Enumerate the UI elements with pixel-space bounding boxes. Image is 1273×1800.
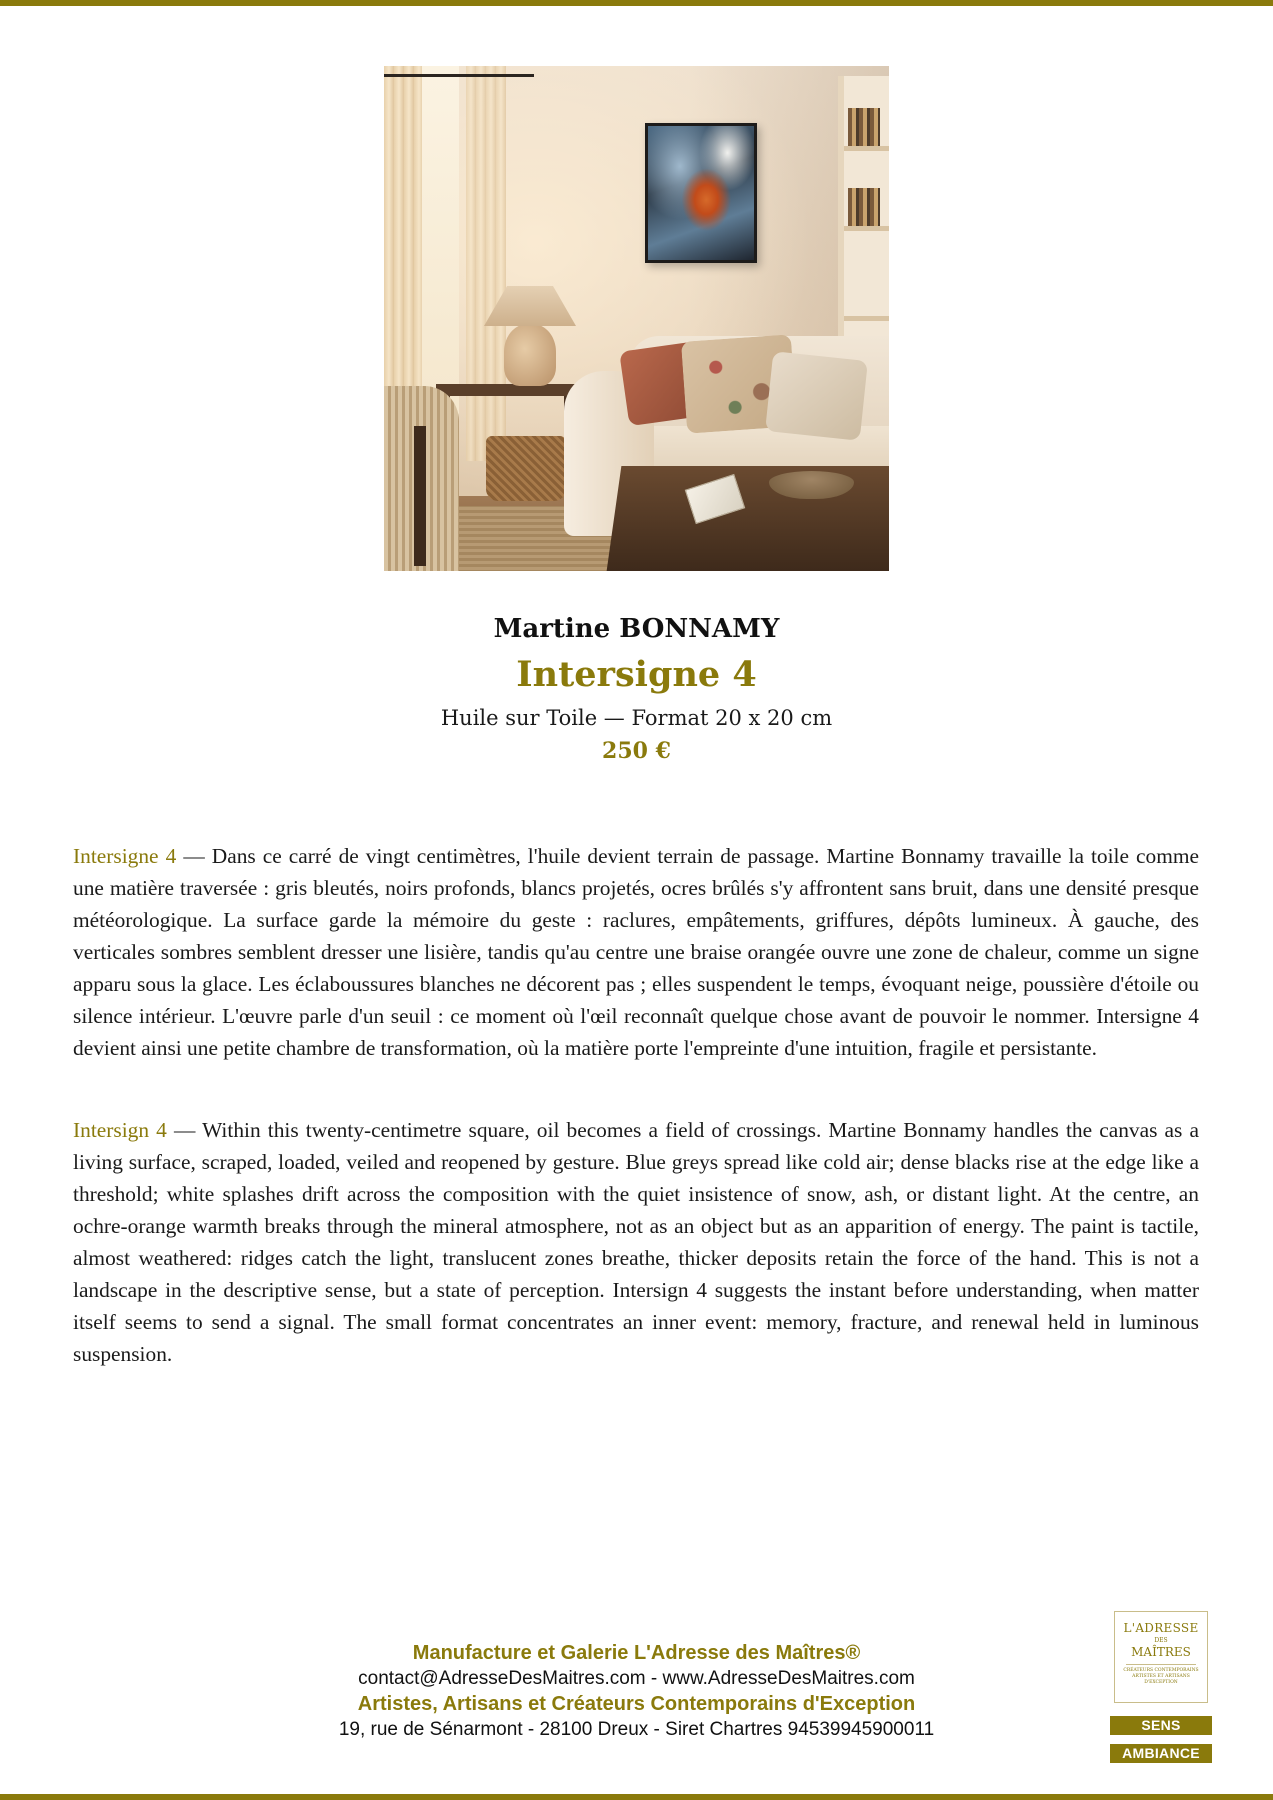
logo-line-3: MAÎTRES bbox=[1131, 1645, 1191, 1659]
footer bbox=[285, 1640, 988, 1742]
gallery-logo bbox=[1114, 1611, 1208, 1703]
footer-tagline: Artistes, Artisans et Créateurs Contemporains d'Exception bbox=[357, 1693, 916, 1715]
top-rule bbox=[0, 0, 1273, 6]
description-french-lead: Intersigne 4 bbox=[73, 844, 177, 868]
logo-line-4: CRÉATEURS CONTEMPORAINS ARTISTES ET ARTISANS D'EXCEPTION bbox=[1123, 1668, 1199, 1685]
lamp-base bbox=[504, 324, 556, 386]
artwork-price: 250 € bbox=[602, 738, 671, 764]
pillow bbox=[765, 351, 868, 440]
bottom-rule bbox=[0, 1794, 1273, 1800]
artwork-title: Intersigne 4 bbox=[516, 654, 757, 695]
footer-address: 19, rue de Sénarmont - 28100 Dreux - Siret Chartres 94539945900011 bbox=[338, 1719, 935, 1740]
footer-contact: contact@AdresseDesMaitres.com - www.AdresseDesMaitres.com bbox=[358, 1668, 915, 1689]
description-english-lead: Intersign 4 bbox=[73, 1118, 167, 1142]
curtain bbox=[466, 66, 506, 461]
logo-line-1: L'ADRESSE bbox=[1123, 1621, 1199, 1635]
logo-divider bbox=[1126, 1664, 1196, 1665]
shelf-books bbox=[848, 108, 880, 146]
artwork-room-photo bbox=[384, 66, 889, 571]
description-french-text: — Dans ce carré de vingt centimètres, l'huile devient terrain de passage. Martine Bonnamy travaille la toile comme une matière traversée : gris bleutés, noirs profonds, blancs projetés, ocres brûlés s'y affrontent sans bruit, dans une densité presque météorologique. La surface garde la mémoire du geste : raclures, empâtements, griffures, dépôts lumineux. À gauche, des verticales sombres semblent dresser une lisière, tandis qu'au centre une braise orangée ouvre une zone de chaleur, comme un signe apparu sous la glace. Les éclaboussures blanches ne décorent pas ; elles suspendent le temps, évoquant neige, poussière d'étoile ou silence intérieur. L'œuvre parle d'un seuil : ce moment où l'œil reconnaît quelque chose avant de pouvoir le nommer. Intersigne 4 devient ainsi une petite chambre de transformation, où la matière porte l'empreinte d'une intuition, fragile et persistante. bbox=[73, 844, 1199, 1060]
sens-badge: SENS bbox=[1110, 1716, 1212, 1735]
footer-gallery-name: Manufacture et Galerie L'Adresse des Maîtres® bbox=[412, 1642, 861, 1664]
shelf-board bbox=[844, 146, 889, 151]
logo-line-2: DES bbox=[1154, 1637, 1168, 1644]
armchair-arm bbox=[414, 426, 426, 566]
abstract-painting bbox=[645, 123, 757, 263]
description-english bbox=[73, 1114, 1199, 1370]
description-english-text: — Within this twenty-centimetre square, oil becomes a field of crossings. Martine Bonnamy handles the canvas as a living surface, scraped, loaded, veiled and reopened by gesture. Blue greys spread like cold air; dense blacks rise at the edge like a threshold; white splashes drift across the composition with the quiet insistence of snow, ash, or distant light. At the centre, an ochre-orange warmth breaks through the mineral atmosphere, not as an object but as an apparition of energy. The paint is tactile, almost weathered: ridges catch the light, translucent zones breathe, thicker deposits retain the force of the hand. This is not a landscape in the descriptive sense, but a state of perception. Intersign 4 suggests the instant before understanding, when matter itself seems to send a signal. The small format concentrates an inner event: memory, fracture, and renewal held in luminous suspension. bbox=[73, 1118, 1199, 1366]
ambiance-badge: AMBIANCE bbox=[1110, 1744, 1212, 1763]
artist-name: Martine BONNAMY bbox=[493, 614, 780, 644]
shelf-board bbox=[844, 226, 889, 231]
side-table bbox=[436, 384, 576, 396]
wicker-basket bbox=[486, 436, 566, 501]
shelf-board bbox=[844, 316, 889, 321]
curtain-rod bbox=[384, 74, 534, 77]
shelf-books bbox=[848, 188, 880, 226]
description-french bbox=[73, 840, 1199, 1064]
artwork-technique: Huile sur Toile — Format 20 x 20 cm bbox=[440, 706, 833, 730]
